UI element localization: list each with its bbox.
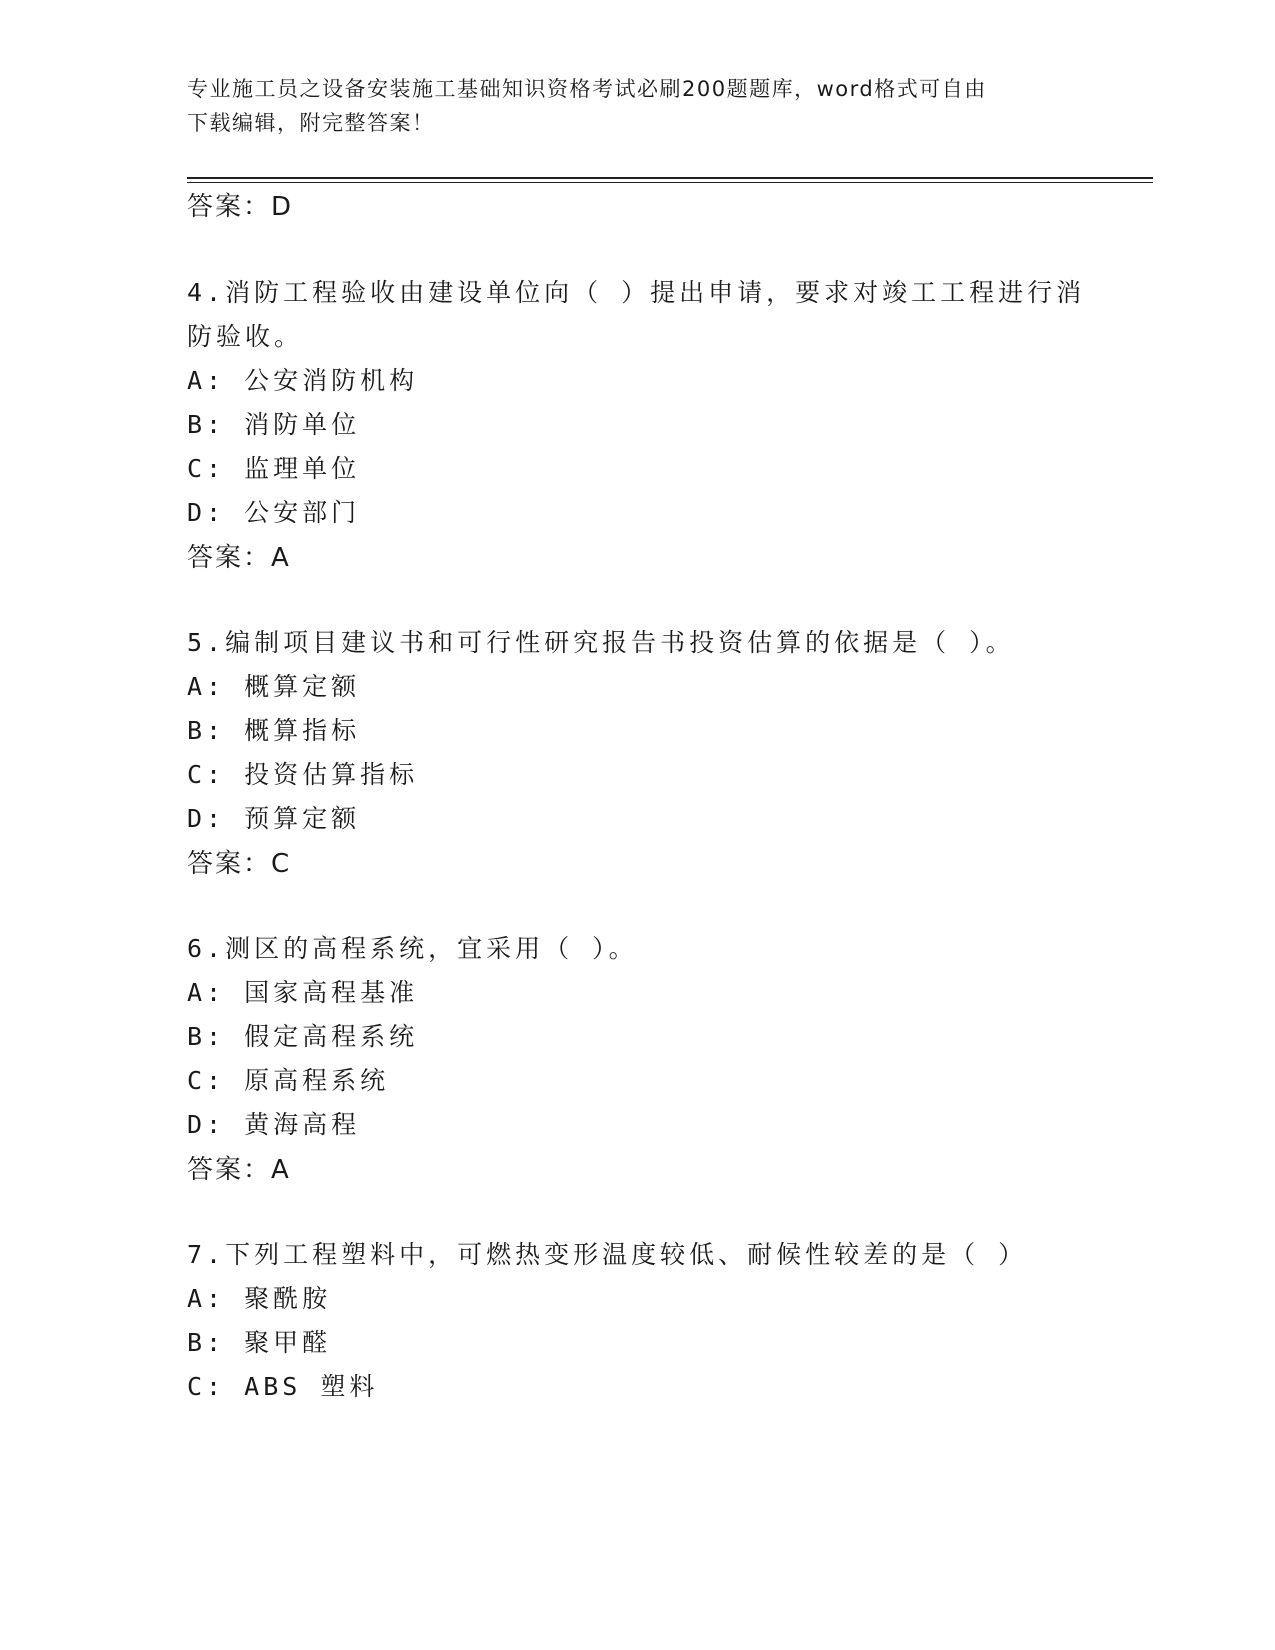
header-line-1: 专业施工员之设备安装施工基础知识资格考试必刷200题题库，word格式可自由: [187, 77, 987, 101]
answer-line: 答案：A: [187, 1155, 291, 1185]
option-d: D: 公安部门: [187, 498, 361, 527]
question-stem: 6.测区的高程系统，宜采用（ ）。: [187, 934, 638, 963]
option-c: C: ABS 塑料: [187, 1372, 379, 1401]
option-d: D: 黄海高程: [187, 1110, 361, 1139]
answer-line: 答案：D: [187, 192, 294, 222]
document-header: [187, 72, 1067, 140]
question-stem-continued: 防验收。: [187, 322, 304, 351]
option-b: B: 聚甲醛: [187, 1328, 332, 1357]
question-stem: 7.下列工程塑料中，可燃热变形温度较低、耐候性较差的是（ ）: [187, 1240, 1028, 1269]
option-c: C: 原高程系统: [187, 1066, 390, 1095]
question-stem: 4.消防工程验收由建设单位向（ ）提出申请，要求对竣工工程进行消: [187, 278, 1086, 307]
question-stem: 5.编制项目建议书和可行性研究报告书投资估算的依据是（ ）。: [187, 628, 1015, 657]
option-c: C: 投资估算指标: [187, 760, 419, 789]
option-c: C: 监理单位: [187, 454, 361, 483]
option-b: B: 消防单位: [187, 410, 361, 439]
option-a: A: 概算定额: [187, 672, 361, 701]
header-line-2: 下载编辑，附完整答案！: [187, 111, 435, 135]
header-divider: [187, 177, 1153, 179]
answer-line: 答案：C: [187, 849, 292, 879]
answer-line: 答案：A: [187, 543, 291, 573]
header-divider-secondary: [187, 182, 1153, 183]
option-a: A: 聚酰胺: [187, 1284, 332, 1313]
option-b: B: 假定高程系统: [187, 1022, 419, 1051]
option-d: D: 预算定额: [187, 804, 361, 833]
option-b: B: 概算指标: [187, 716, 361, 745]
option-a: A: 国家高程基准: [187, 978, 419, 1007]
option-a: A: 公安消防机构: [187, 366, 419, 395]
